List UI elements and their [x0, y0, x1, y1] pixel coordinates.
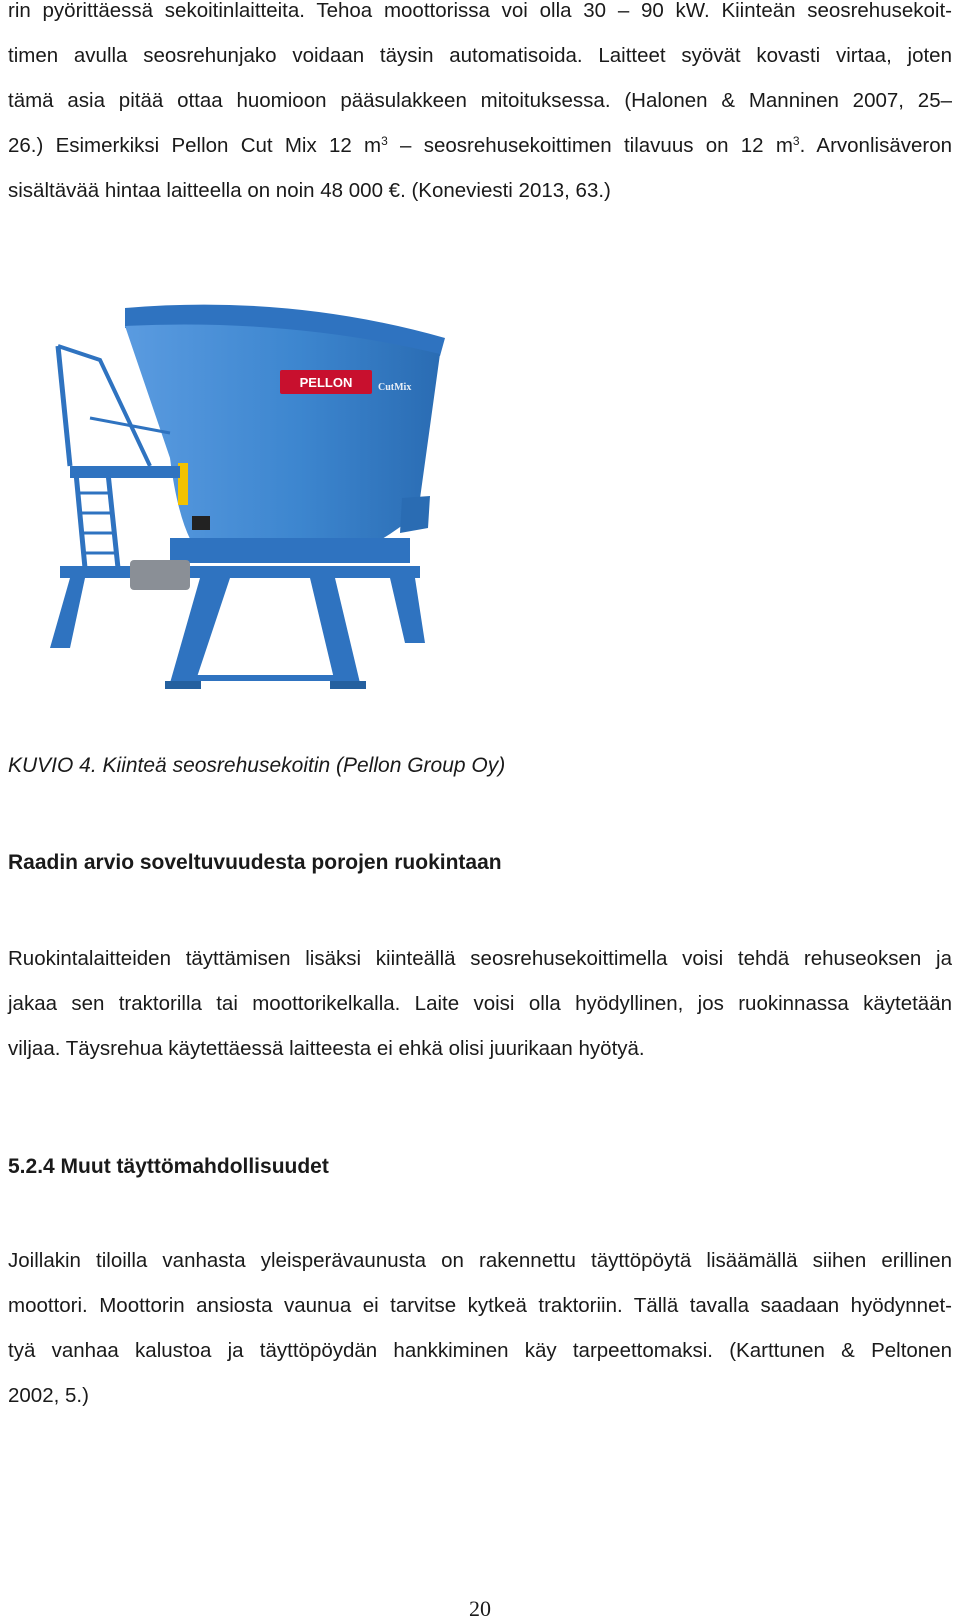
- other-filling-line-3: tyä vanhaa kalustoa ja täyttöpöydän hankkiminen käy tarpeettomaksi. (Karttunen & Peltonen: [8, 1339, 952, 1362]
- suitability-line-1: Ruokintalaitteiden täyttämisen lisäksi kiinteällä seosrehusekoittimella voisi tehdä rehuseoksen ja: [8, 947, 952, 970]
- section-heading-other-filling: 5.2.4 Muut täyttömahdollisuudet: [8, 1155, 329, 1178]
- mixer-figure: [30, 298, 460, 718]
- handrail: [58, 346, 150, 466]
- handrail-post-left: [58, 346, 70, 466]
- intro-line-4-c: . Arvonlisäveron: [799, 134, 952, 157]
- feed-mixer-illustration: [30, 298, 460, 718]
- superscript-cubic-2: 3: [792, 134, 800, 148]
- frame-leg-left: [50, 578, 85, 648]
- other-filling-paragraph: [8, 1238, 952, 1418]
- page-number: 20: [469, 1596, 491, 1621]
- ladder-rail-left: [76, 473, 85, 568]
- foot-pad: [330, 681, 366, 689]
- intro-line-1: rin pyörittäessä sekoitinlaitteita. Tehoa moottorissa voi olla 30 – 90 kW. Kiinteän seosrehusekoit-: [8, 0, 952, 22]
- intro-line-4: [8, 123, 952, 168]
- model-label: CutMix: [378, 382, 412, 393]
- intro-paragraph: [8, 0, 952, 213]
- figure-caption: KUVIO 4. Kiinteä seosrehusekoitin (Pellon Group Oy): [8, 754, 506, 777]
- superscript-cubic-1: 3: [381, 134, 388, 148]
- intro-line-5: sisältävää hintaa laitteella on noin 48 000 €. (Koneviesti 2013, 63.): [8, 179, 611, 202]
- hopper-body: [125, 325, 440, 560]
- discharge-door: [400, 496, 430, 533]
- intro-line-2: timen avulla seosrehunjako voidaan täysin automatisoida. Laitteet syövät kovasti virtaa, joten: [8, 44, 952, 67]
- intro-line-3: tämä asia pitää ottaa huomioon pääsulakkeen mitoituksessa. (Halonen & Manninen 2007, 25–: [8, 89, 952, 112]
- frame-leg-far-right: [390, 578, 425, 643]
- section-heading-suitability: Raadin arvio soveltuvuudesta porojen ruokintaan: [8, 851, 502, 874]
- brand-label: PELLON: [299, 375, 353, 390]
- frame-leg-center: [170, 578, 230, 683]
- hopper-base-band: [170, 538, 410, 563]
- suitability-line-3: viljaa. Täysrehua käytettäessä laitteesta ei ehkä olisi juurikaan hyötyä.: [8, 1037, 645, 1060]
- intro-line-4-a: 26.) Esimerkiksi Pellon Cut Mix 12 m: [8, 134, 382, 157]
- foot-pad: [165, 681, 201, 689]
- platform-deck: [70, 466, 180, 478]
- other-filling-line-1: Joillakin tiloilla vanhasta yleisperävaunusta on rakennettu täyttöpöytä lisäämällä siihen erillinen: [8, 1249, 952, 1272]
- suitability-paragraph: [8, 936, 952, 1071]
- frame-leg-right: [310, 578, 360, 683]
- other-filling-line-4: 2002, 5.): [8, 1384, 89, 1407]
- motor: [130, 560, 190, 590]
- intro-line-4-b: – seosrehusekoittimen tilavuus on 12 m: [387, 134, 793, 157]
- base-frame: [60, 566, 420, 578]
- control-box: [192, 516, 210, 530]
- other-filling-line-2: moottori. Moottorin ansiosta vaunua ei tarvitse kytkeä traktoriin. Tällä tavalla saadaan hyödynnet-: [8, 1294, 952, 1317]
- suitability-line-2: jakaa sen traktorilla tai moottorikelkalla. Laite voisi olla hyödyllinen, jos ruokinnassa käytetään: [8, 992, 952, 1015]
